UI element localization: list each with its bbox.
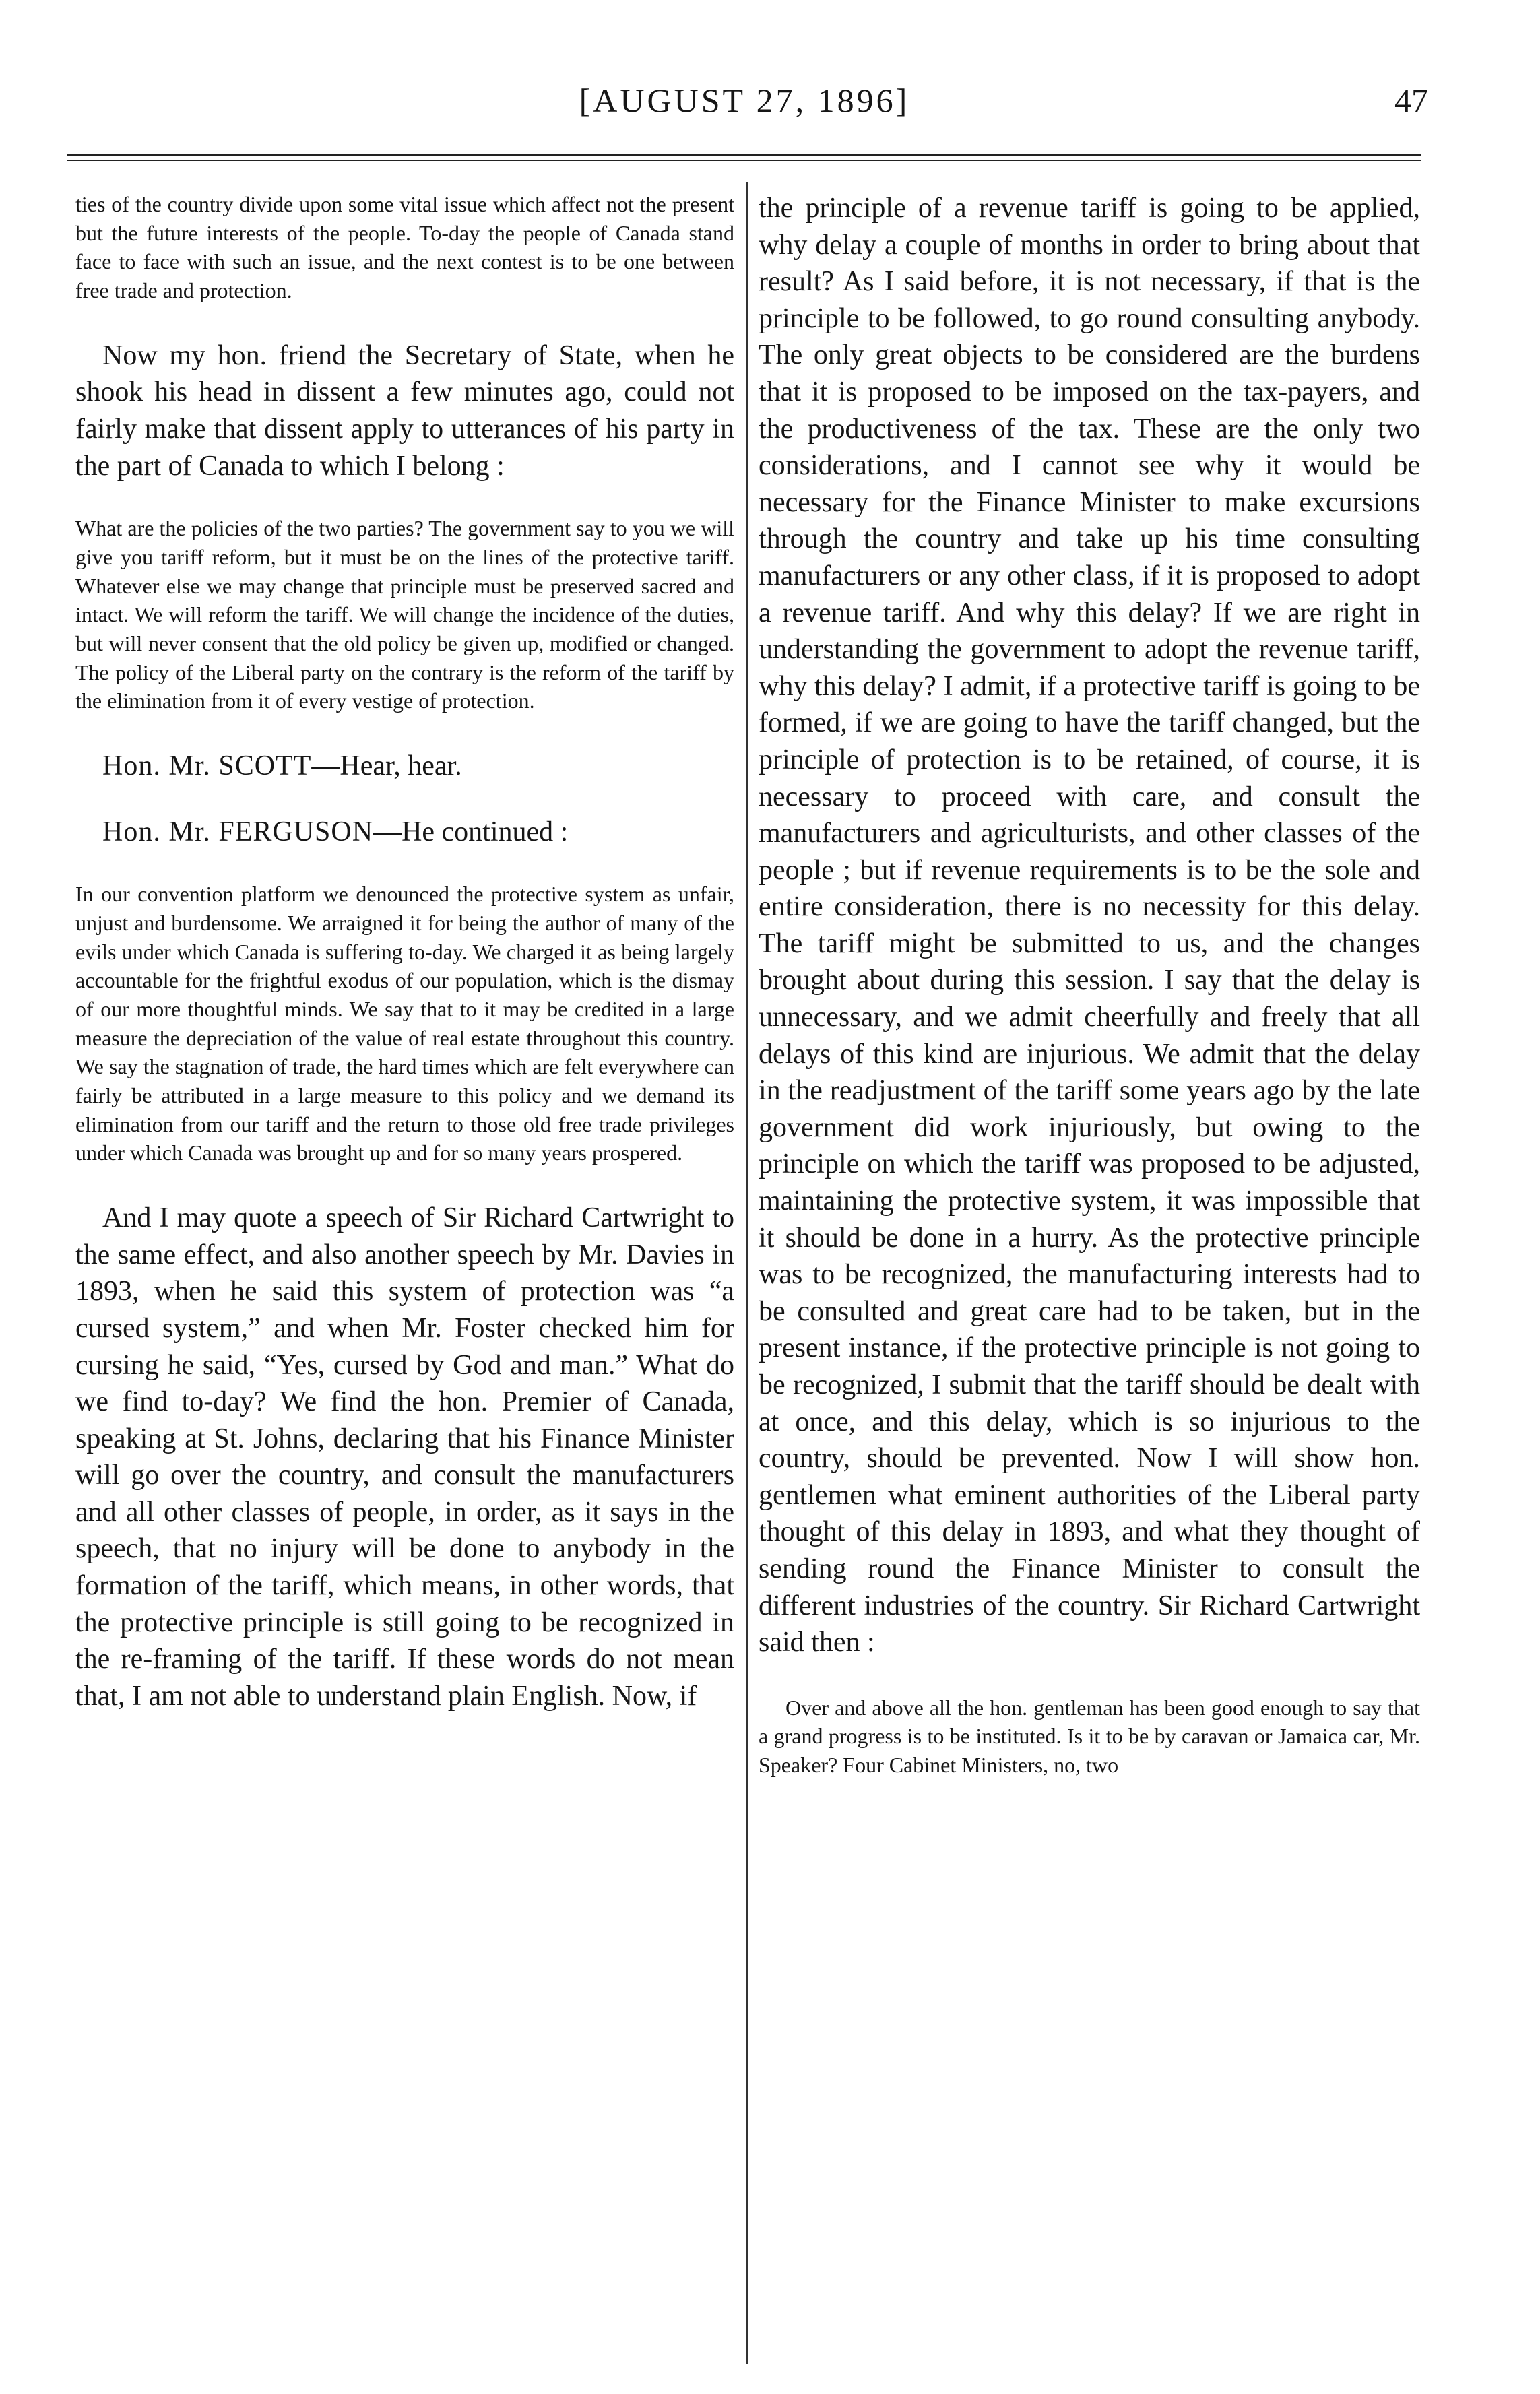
quoted-passage-1: ties of the country divide upon some vital issue which affect not the present but the future interests of the people. To-day the people of Canada stand face to face with such an issue, and the next contest is to be one between free trade and protection. xyxy=(75,192,734,303)
page-header xyxy=(67,81,1428,141)
right-column xyxy=(759,190,1420,1812)
body-paragraph-3: the principle of a revenue tariff is going to be applied, why delay a couple of months in order to bring about that result? As I said before, it is not necessary, if that is the principle to be followed, to go round consulting anybody. The only great objects to be considered are the burdens that it is proposed to be imposed on the tax-payers, and the productiveness of the tax. These are the only two considerations, and I cannot see why it would be necessary for the Finance Minister to make excursions through the country and take up his time consulting manufacturers or any other class, if it is proposed to adopt a revenue tariff. And why this delay? If we are right in understanding the government to adopt the revenue tariff, why this delay? I admit, if a protective tariff is going to be formed, if we are going to have the tariff changed, but the principle of protection is to be retained, of course, it is necessary to proceed with care, and consult the manufacturers and agriculturists, and other classes of the people ; but if revenue requirements is to be the sole and entire consideration, there is no necessity for this delay. The tariff might be submitted to us, and the changes brought about during this session. I say that the delay is unnecessary, and we admit cheerfully and freely that all delays of this kind are injurious. We admit that the delay in the readjustment of the tariff some years ago by the late government did work injuriously, but owing to the principle on which the tariff was proposed to be adjusted, maintaining the protective system, it was impossible that it should be done in a hurry. As the protective principle was to be recognized, the manufacturing interests had to be consulted and great care had to be taken, but in the present instance, if the protective principle is not going to be recognized, I submit that the tariff should be dealt with at once, and this delay, which is so injurious to the country, should be prevented. Now I will show hon. gentlemen what eminent authorities of the Liberal party thought of this delay in 1893, and what they thought of sending round the Finance Minister to consult the different industries of the country. Sir Richard Cartwright said then : xyxy=(759,193,1420,1658)
page-number: 47 xyxy=(1394,82,1428,119)
header-date: [AUGUST 27, 1896] xyxy=(579,82,910,119)
speaker-name: Hon. Mr. SCOTT xyxy=(102,750,312,782)
column-divider xyxy=(746,182,748,2364)
quoted-passage-3: In our convention platform we denounced the protective system as unfair, unjust and burdensome. We arraigned it for being the author of many of the evils under which Canada is suffering to-day. We charged it as being largely accountable for the frightful exodus of our population, which is the dismay of our more thoughtful minds. We say that to it may be credited in a large measure the depreciation of the value of real estate throughout this country. We say the stagnation of trade, the hard times which are felt everywhere can fairly be attributed in a large measure to this policy and we demand its elimination from our tariff and the return to those old free trade privileges under which Canada was brought up and for so many years prospered. xyxy=(75,882,734,1165)
header-rule xyxy=(67,154,1421,156)
speaker-text: —Hear, hear. xyxy=(311,750,462,782)
quoted-passage-4: Over and above all the hon. gentleman has been good enough to say that a grand progress is to be instituted. Is it to be by caravan or Jamaica car, Mr. Speaker? Four Cabinet Ministers, no, two xyxy=(759,1695,1420,1778)
speaker-name: Hon. Mr. FERGUSON xyxy=(102,816,374,848)
body-paragraph-2: And I may quote a speech of Sir Richard Cartwright to the same effect, and also another speech by Mr. Davies in 1893, when he said this system of protection was “a cursed system,” and when Mr. Foster checked him for cursing he said, “Yes, cursed by God and man.” What do we find to-day? We find the hon. Premier of Canada, speaking at St. Johns, declaring that his Finance Minister will go over the country, and consult the manufacturers and all other classes of people, in order, as it says in the speech, that no injury will be done to anybody in the formation of the tariff, which means, in other words, that the protective principle is still going to be recognized in the re-framing of the tariff. If these words do not mean that, I am not able to understand plain English. Now, if xyxy=(75,1202,734,1712)
speaker-text: —He continued : xyxy=(373,816,569,848)
quoted-passage-2: What are the policies of the two parties? The government say to you we will give you tariff reform, but it must be on the lines of the protective tariff. Whatever else we may change that principle must be preserved sacred and intact. We will reform the tariff. We will change the incidence of the duties, but will never consent that the old policy be given up, modified or changed. The policy of the Liberal party on the contrary is the reform of the tariff by the elimination from it of every vestige of protection. xyxy=(75,516,734,713)
left-column xyxy=(75,190,734,1744)
header-rule-thin xyxy=(67,160,1421,161)
speaker-line-ferguson xyxy=(75,814,734,850)
body-paragraph-1: Now my hon. friend the Secretary of State, when he shook his head in dissent a few minutes ago, could not fairly make that dissent apply to utterances of his party in the part of Canada to which I belong : xyxy=(75,339,734,482)
speaker-line-scott xyxy=(75,748,734,784)
